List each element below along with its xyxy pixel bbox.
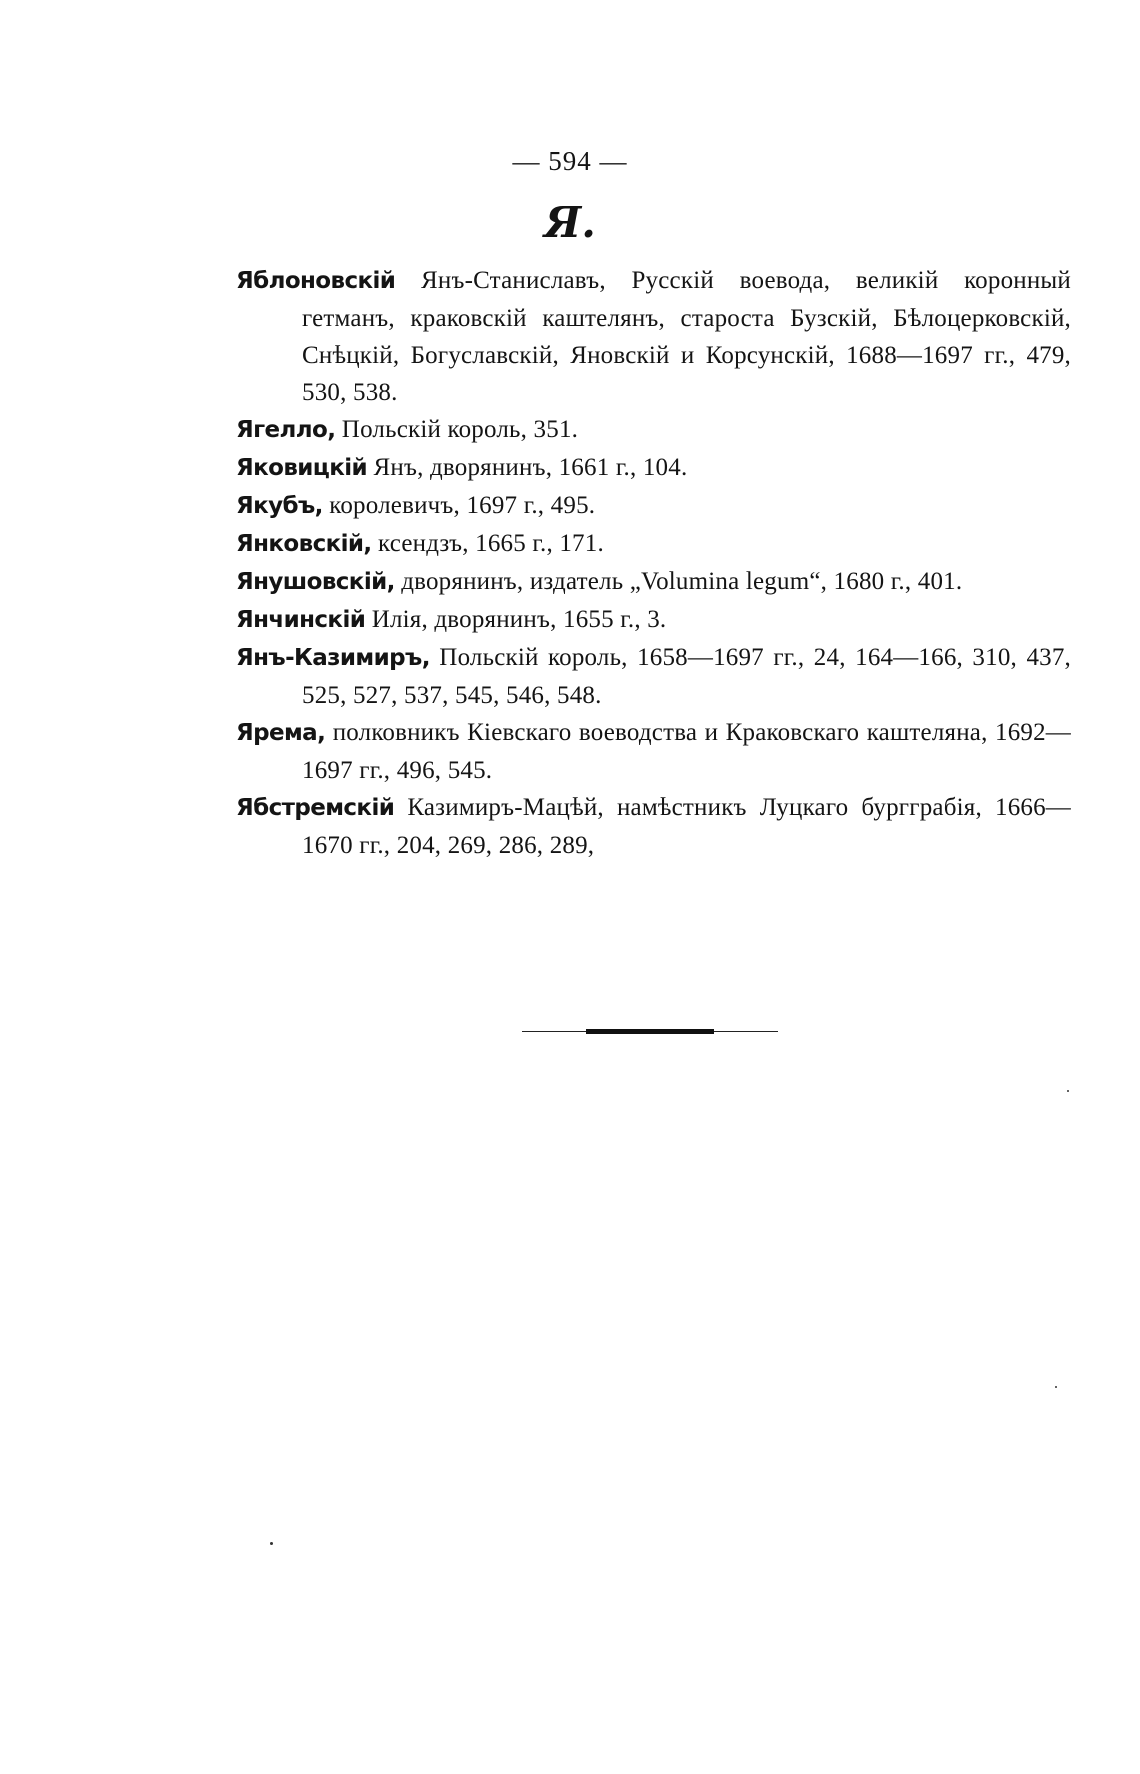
- entry-text: дворянинъ, издатель „Volumina legum“, 1680 г., 401.: [394, 568, 963, 595]
- entry-text: Польскій король, 1658—1697 гг., 24, 164—166, 310, 437, 525, 527, 537, 545, 546, 548.: [302, 644, 1071, 709]
- name-index-list: [236, 262, 1071, 864]
- entry-text: Польскій король, 351.: [335, 416, 579, 443]
- entry-name: Ягелло,: [236, 417, 336, 443]
- paper-speck: [1055, 1386, 1057, 1388]
- entry-name: Янъ-Казимиръ,: [236, 645, 430, 671]
- entry-name: Яковицкій: [236, 455, 368, 481]
- entry-name: Янковскій,: [236, 531, 372, 557]
- entry-name: Яблоновскій: [236, 268, 396, 294]
- index-entry-jakovicky: [236, 449, 1071, 487]
- paper-speck: [270, 1542, 273, 1545]
- index-entry-jarema: [236, 714, 1071, 789]
- entry-name: Ябстремскій: [236, 795, 395, 821]
- entry-text: королевичъ, 1697 г., 495.: [322, 492, 596, 519]
- index-entry-jankovsky: [236, 525, 1071, 563]
- section-letter-heading: Я.: [544, 198, 596, 247]
- entry-name: Якубъ,: [236, 493, 323, 519]
- index-entry-jablonovsky: [236, 262, 1071, 411]
- index-entry-janchinsky: [236, 601, 1071, 639]
- entry-name: Янчинскій: [236, 607, 366, 633]
- paper-speck: [1067, 1090, 1069, 1092]
- entry-text: Янъ-Станиславъ, Русскій воевода, великій коронный гетманъ, краковскій каштелянъ, староста Бузскій, Бѣлоцерковскій, Снѣцкій, Богуславскій, Яновскій и Корсунскій, 1688—1697 гг., 479, 530, 538.: [302, 267, 1071, 406]
- entry-name: Ярема,: [236, 720, 326, 746]
- rule-thick-center: [586, 1029, 714, 1034]
- entry-text: Казимиръ-Мацѣй, намѣстникъ Луцкаго бургграбія, 1666—1670 гг., 204, 269, 286, 289,: [302, 794, 1071, 859]
- index-entry-jabstremsky: [236, 789, 1071, 864]
- index-entry-janushovsky: [236, 563, 1071, 601]
- entry-text: полковникъ Кіевскаго воеводства и Краковскаго каштеляна, 1692—1697 гг., 496, 545.: [302, 719, 1071, 784]
- entry-text: ксендзъ, 1665 г., 171.: [371, 530, 604, 557]
- page-number: — 594 —: [512, 146, 628, 176]
- entry-text: Янъ, дворянинъ, 1661 г., 104.: [367, 454, 688, 481]
- index-entry-jagello: [236, 411, 1071, 449]
- index-entry-jakub: [236, 487, 1071, 525]
- entry-text: Илія, дворянинъ, 1655 г., 3.: [365, 606, 667, 633]
- index-entry-jan-kazimir: [236, 639, 1071, 714]
- closing-rule-divider: [522, 1026, 778, 1038]
- entry-name: Янушовскій,: [236, 569, 395, 595]
